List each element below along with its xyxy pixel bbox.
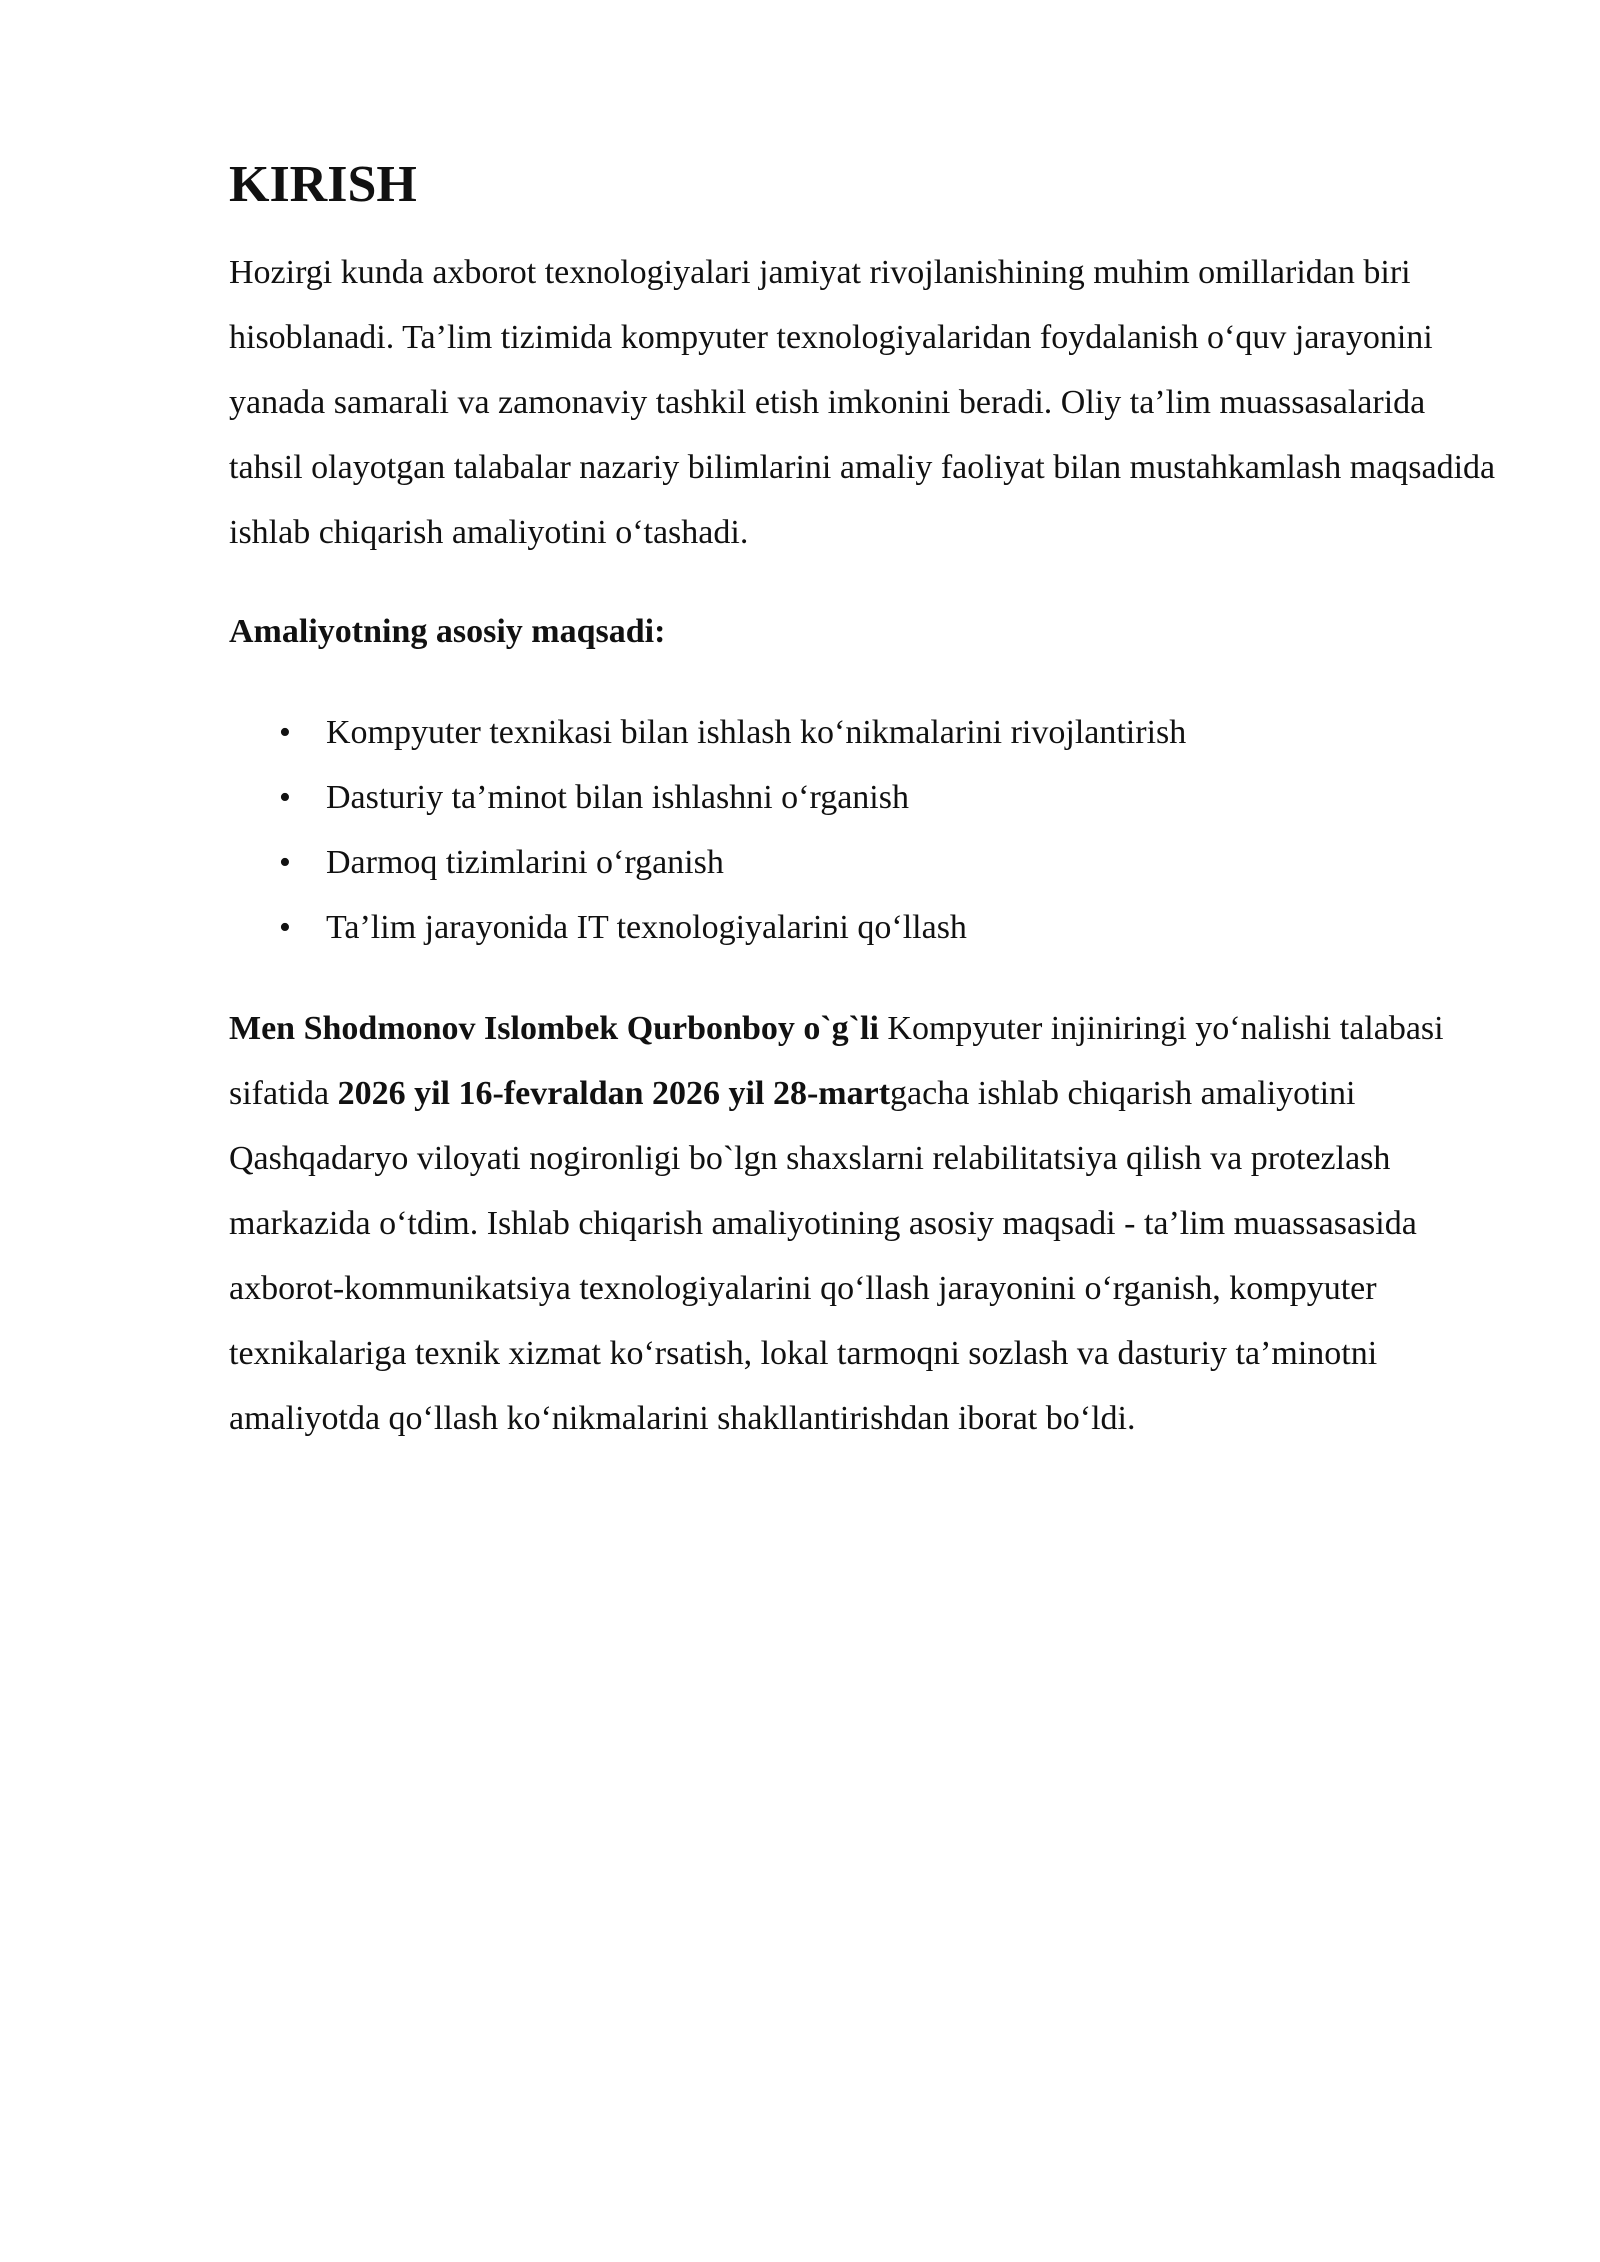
bullet-icon: • bbox=[279, 779, 291, 816]
goal-text: Kompyuter texnikasi bilan ishlash ko‘nikmalarini rivojlantirish bbox=[326, 714, 1187, 751]
goal-text: Dasturiy ta’minot bilan ishlashni o‘rganish bbox=[326, 779, 909, 816]
goals-heading: Amaliyotning asosiy maqsadi: bbox=[229, 613, 666, 650]
goal-text: Darmoq tizimlarini o‘rganish bbox=[326, 844, 724, 881]
body-text-rest: gacha ishlab chiqarish amaliyotini Qashqadaryo viloyati nogironligi bo`lgn shaxslarni relabilitatsiya qilish va protezlash markazida o‘tdim. Ishlab chiqarish amaliyotining asosiy maqsadi - ta’lim muassasasida axborot-kommunikatsiya texnologiyalarini qo‘llash jarayonini o‘rganish, kompyuter texnikalariga texnik xizmat ko‘rsatish, lokal tarmoqni sozlash va dasturiy ta’minotni amaliyotda qo‘llash ko‘nikmalarini shakllantirishdan iborat bo‘ldi. bbox=[229, 1075, 1417, 1437]
bullet-icon: • bbox=[279, 844, 291, 881]
student-name: Men Shodmonov Islombek Qurbonboy o`g`li bbox=[229, 1010, 879, 1047]
list-item bbox=[229, 765, 1519, 830]
list-item bbox=[229, 830, 1519, 895]
list-item bbox=[229, 895, 1519, 960]
goals-list bbox=[229, 700, 1519, 960]
bullet-icon: • bbox=[279, 714, 291, 751]
page-title: KIRISH bbox=[229, 156, 417, 213]
practice-dates: 2026 yil 16-fevraldan 2026 yil 28-mart bbox=[337, 1075, 891, 1112]
document-page bbox=[229, 150, 1519, 1451]
body-text-part: Kompyuter injiniringi yo‘nalishi talabasi sifatida bbox=[229, 1010, 1444, 1112]
goal-text: Ta’lim jarayonida IT texnologiyalarini qo‘llash bbox=[326, 909, 967, 946]
intro-paragraph: Hozirgi kunda axborot texnologiyalari jamiyat rivojlanishining muhim omillaridan biri hisoblanadi. Ta’lim tizimida kompyuter texnologiyalaridan foydalanish o‘quv jarayonini yanada samarali va zamonaviy tashkil etish imkonini beradi. Oliy ta’lim muassasalarida tahsil olayotgan talabalar nazariy bilimlarini amaliy faoliyat bilan mustahkamlash maqsadida ishlab chiqarish amaliyotini o‘tashadi. bbox=[229, 254, 1496, 551]
list-item bbox=[229, 700, 1519, 765]
bullet-icon: • bbox=[279, 909, 291, 946]
body-paragraph bbox=[229, 996, 1499, 1451]
